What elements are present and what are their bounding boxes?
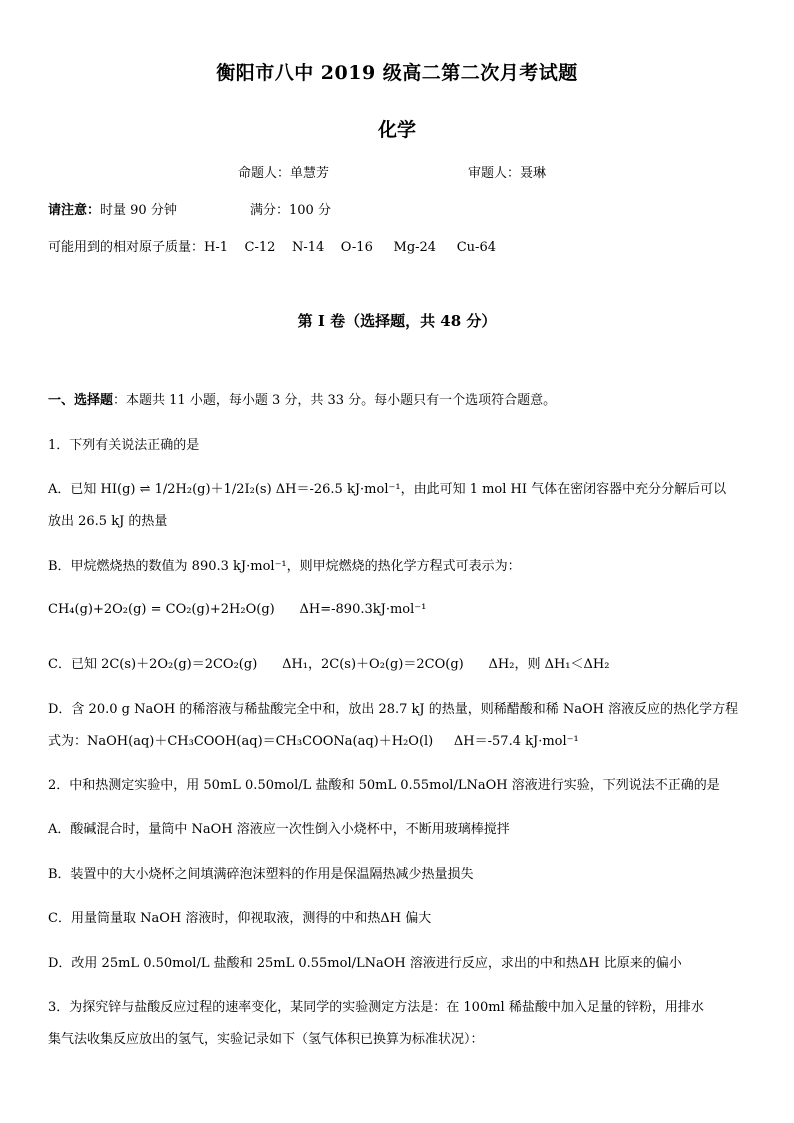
question-2-option-d: D．改用 25mL 0.50mol/L 盐酸和 25mL 0.55mol/LNaOH 溶液进行反应，求出的中和热ΔH 比原来的偏小 <box>48 956 682 971</box>
atomic-masses: 可能用到的相对原子质量：H-1 C-12 N-14 O-16 Mg-24 Cu-64 <box>48 240 496 255</box>
question-3-stem-cont: 集气法收集反应放出的氢气，实验记录如下（氢气体积已换算为标准状况）： <box>48 1032 484 1047</box>
question-1-option-d: D．含 20.0 g NaOH 的稀溶液与稀盐酸完全中和，放出 28.7 kJ 的热量，则稀醋酸和稀 NaOH 溶液反应的热化学方程 <box>48 702 739 717</box>
instruction-label: 一、选择题 <box>48 393 114 408</box>
question-1-option-a-cont: 放出 26.5 kJ 的热量 <box>48 514 168 529</box>
subject-title: 化学 <box>377 119 416 141</box>
section-title: 第 I 卷（选择题，共 48 分） <box>297 312 497 330</box>
instruction-text: ：本题共 11 小题，每小题 3 分，共 33 分。每小题只有一个选项符合题意。 <box>113 393 557 408</box>
question-1-option-d-cont: 式为：NaOH(aq)＋CH₃COOH(aq)＝CH₃COONa(aq)＋H₂O(l) ΔH＝-57.4 kJ·mol⁻¹ <box>48 734 579 749</box>
author-line: 命题人：单慧芳 <box>238 166 330 181</box>
question-1-stem: 1．下列有关说法正确的是 <box>48 438 200 453</box>
reviewer-line: 审题人：聂琳 <box>468 166 547 181</box>
question-2-stem: 2．中和热测定实验中，用 50mL 0.50mol/L 盐酸和 50mL 0.55mol/LNaOH 溶液进行实验，下列说法不正确的是 <box>48 778 720 793</box>
question-1-option-b: B．甲烷燃烧热的数值为 890.3 kJ·mol⁻¹，则甲烷燃烧的热化学方程式可表示为： <box>48 559 521 574</box>
time-limit: 时量 90 分钟 <box>100 203 177 218</box>
notice-line <box>48 199 177 218</box>
question-1-option-c: C．已知 2C(s)＋2O₂(g)＝2CO₂(g) ΔH₁，2C(s)＋O₂(g)＝2CO(g) ΔH₂，则 ΔH₁＜ΔH₂ <box>48 657 610 672</box>
section-instruction <box>48 389 556 408</box>
full-score: 满分：100 分 <box>250 203 331 218</box>
notice-label: 请注意： <box>48 203 101 218</box>
question-3-stem: 3．为探究锌与盐酸反应过程的速率变化，某同学的实验测定方法是：在 100ml 稀盐酸中加入足量的锌粉，用排水 <box>48 1000 704 1015</box>
question-1-option-a: A．已知 HI(g) ⇌ 1/2H₂(g)＋1/2I₂(s) ΔH＝-26.5 kJ·mol⁻¹，由此可知 1 mol HI 气体在密闭容器中充分分解后可以 <box>48 482 727 497</box>
question-2-option-a: A．酸碱混合时，量筒中 NaOH 溶液应一次性倒入小烧杯中，不断用玻璃棒搅拌 <box>48 822 510 837</box>
question-1-option-b-equation: CH₄(g)+2O₂(g) = CO₂(g)+2H₂O(g) ΔH=-890.3kJ·mol⁻¹ <box>48 602 427 617</box>
paper-title: 衡阳市八中 2019 级高二第二次月考试题 <box>216 62 578 84</box>
question-2-option-c: C．用量筒量取 NaOH 溶液时，仰视取液，测得的中和热ΔH 偏大 <box>48 911 432 926</box>
question-2-option-b: B．装置中的大小烧杯之间填满碎泡沫塑料的作用是保温隔热减少热量损失 <box>48 867 474 882</box>
